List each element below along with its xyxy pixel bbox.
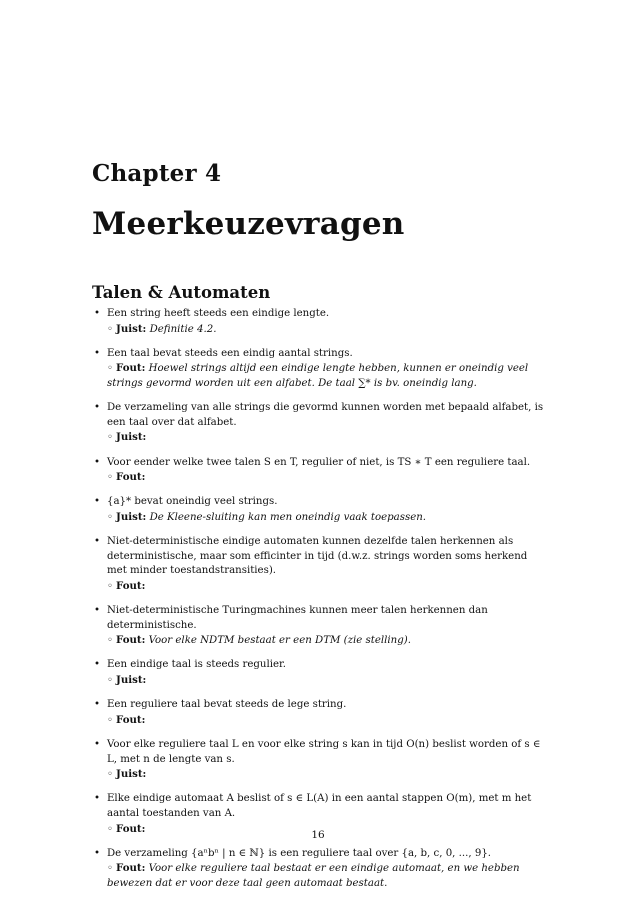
- answer-verdict: Juist:: [116, 674, 147, 687]
- answer-marker-icon: ◦: [107, 635, 114, 647]
- question-statement: Voor eender welke twee talen S en T, regulier of niet, is TS ∗ T een reguliere taal.: [107, 456, 531, 468]
- answer-line: [107, 713, 545, 729]
- question-statement: Een string heeft steeds een eindige lengte.: [107, 308, 330, 319]
- answer-line: [107, 579, 545, 595]
- question-item: [92, 347, 545, 392]
- question-item: [92, 307, 545, 337]
- answer-marker-icon: ◦: [107, 323, 114, 335]
- answer-verdict: Fout:: [116, 579, 146, 592]
- answer-explanation: Hoewel strings altijd een eindige lengte hebben, kunnen er oneindig veel strings gevormd worden uit een alfabet. De taal ∑* is bv. oneindig lang.: [107, 363, 529, 389]
- answer-line: [107, 470, 545, 486]
- question-statement: De verzameling van alle strings die gevormd kunnen worden met bepaald alfabet, is een taal over dat alfabet.: [107, 402, 544, 428]
- answer-line: [107, 430, 545, 446]
- question-statement: {a}* bevat oneindig veel strings.: [107, 496, 278, 508]
- chapter-title: Meerkeuzevragen: [92, 206, 405, 242]
- question-item: [92, 604, 545, 649]
- bullet-icon: •: [94, 308, 101, 319]
- answer-verdict: Juist:: [116, 768, 147, 781]
- answer-line: [107, 361, 545, 391]
- question-item: [92, 738, 545, 783]
- answer-marker-icon: ◦: [107, 675, 114, 687]
- answer-marker-icon: ◦: [107, 769, 114, 781]
- question-statement: De verzameling {aⁿbⁿ | n ∈ ℕ} is een reguliere taal over {a, b, c, 0, ..., 9}.: [107, 847, 492, 859]
- answer-line: [107, 861, 545, 891]
- bullet-icon: •: [94, 605, 101, 617]
- bullet-icon: •: [94, 793, 101, 805]
- section-title: Talen & Automaten: [92, 283, 271, 302]
- question-item: [92, 456, 545, 486]
- answer-explanation: Voor elke NDTM bestaat er een DTM (zie stelling).: [148, 635, 411, 647]
- question-statement: Een taal bevat steeds een eindig aantal strings.: [107, 347, 353, 359]
- answer-verdict: Juist:: [116, 431, 147, 444]
- answer-marker-icon: ◦: [107, 511, 114, 523]
- page-number: 16: [311, 829, 325, 841]
- bullet-icon: •: [94, 739, 101, 750]
- answer-verdict: Juist:: [116, 322, 147, 335]
- answer-marker-icon: ◦: [107, 363, 114, 375]
- answer-marker-icon: ◦: [107, 580, 114, 592]
- answer-explanation: De Kleene-sluiting kan men oneindig vaak toepassen.: [149, 511, 427, 523]
- answer-verdict: Fout:: [116, 822, 146, 835]
- bullet-icon: •: [94, 659, 101, 671]
- answer-line: [107, 322, 545, 338]
- answer-marker-icon: ◦: [107, 823, 114, 835]
- bullet-icon: •: [94, 847, 101, 859]
- answer-explanation: Voor elke reguliere taal bestaat er een eindige automaat, en we hebben bewezen dat er voor deze taal geen automaat bestaat.: [107, 863, 520, 889]
- answer-verdict: Fout:: [116, 471, 146, 484]
- question-item: [92, 401, 545, 446]
- question-statement: Een reguliere taal bevat steeds de lege string.: [107, 699, 347, 711]
- question-statement: Niet-deterministische eindige automaten kunnen dezelfde talen herkennen als deterministische, maar som efficinter in tijd (d.w.z. strings worden soms herkend met minder toestandstransities).: [107, 536, 528, 577]
- answer-verdict: Fout:: [116, 362, 146, 375]
- question-item: [92, 495, 545, 525]
- question-statement: Elke eindige automaat A beslist of s ∈ L(A) in een aantal stappen O(m), met m het aantal toestanden van A.: [107, 793, 532, 819]
- bullet-icon: •: [94, 402, 101, 414]
- answer-line: [107, 510, 545, 526]
- answer-explanation: Definitie 4.2.: [149, 323, 217, 335]
- question-statement: Een eindige taal is steeds regulier.: [107, 659, 287, 671]
- answer-line: [107, 767, 545, 783]
- question-item: [92, 847, 545, 892]
- bullet-icon: •: [94, 347, 101, 359]
- bullet-icon: •: [94, 536, 101, 548]
- answer-verdict: Fout:: [116, 634, 146, 647]
- answer-verdict: Fout:: [116, 862, 146, 875]
- answer-marker-icon: ◦: [107, 863, 114, 875]
- question-item: [92, 658, 545, 688]
- answer-line: [107, 633, 545, 649]
- question-item: [92, 535, 545, 594]
- question-statement: Niet-deterministische Turingmachines kunnen meer talen herkennen dan deterministische.: [107, 605, 488, 631]
- answer-marker-icon: ◦: [107, 714, 114, 726]
- bullet-icon: •: [94, 496, 101, 508]
- question-statement: Voor elke reguliere taal L en voor elke string s kan in tijd O(n) beslist worden of s ∈ L, met n de lengte van s.: [107, 739, 541, 765]
- answer-line: [107, 673, 545, 689]
- answer-verdict: Juist:: [116, 510, 147, 523]
- answer-marker-icon: ◦: [107, 432, 114, 444]
- answer-verdict: Fout:: [116, 713, 146, 726]
- chapter-label: Chapter 4: [92, 160, 222, 187]
- answer-marker-icon: ◦: [107, 472, 114, 484]
- question-item: [92, 698, 545, 728]
- question-list: [92, 307, 545, 892]
- bullet-icon: •: [94, 456, 101, 468]
- bullet-icon: •: [94, 699, 101, 711]
